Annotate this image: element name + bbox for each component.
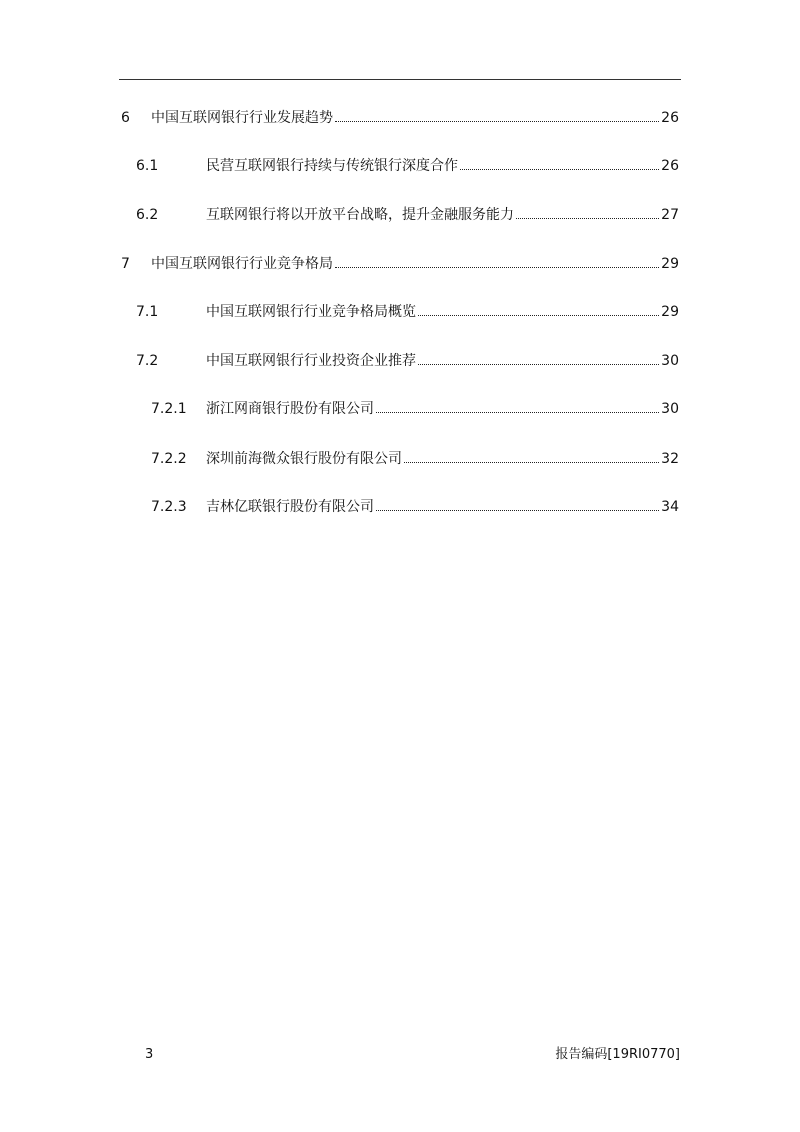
toc-entry-page: 29	[661, 304, 679, 320]
toc-dot-leader	[460, 169, 659, 170]
toc-entry-page: 32	[661, 451, 679, 467]
toc-entry-6-2[interactable]	[136, 204, 679, 226]
toc-entry-title: 浙江网商银行股份有限公司	[206, 401, 374, 417]
footer-report-code: 报告编码[19RI0770]	[555, 1047, 680, 1062]
toc-entry-title: 民营互联网银行持续与传统银行深度合作	[206, 158, 458, 174]
toc-entry-title: 中国互联网银行行业投资企业推荐	[206, 353, 416, 369]
toc-dot-leader	[376, 510, 659, 511]
toc-entry-7-2-1[interactable]	[151, 398, 679, 420]
toc-entry-title: 吉林亿联银行股份有限公司	[206, 499, 374, 515]
toc-dot-leader	[404, 462, 659, 463]
toc-entry-number: 7.2.2	[151, 451, 187, 467]
toc-entry-7[interactable]	[121, 253, 679, 275]
toc-dot-leader	[335, 121, 659, 122]
toc-entry-title: 中国互联网银行行业发展趋势	[151, 110, 333, 126]
toc-entry-7-1[interactable]	[136, 301, 679, 323]
toc-entry-number: 7	[121, 256, 130, 272]
toc-entry-number: 7.2	[136, 353, 159, 369]
toc-entry-7-2-2[interactable]	[151, 448, 679, 470]
toc-entry-page: 26	[661, 110, 679, 126]
toc-entry-7-2-3[interactable]	[151, 496, 679, 518]
toc-entry-page: 30	[661, 353, 679, 369]
toc-entry-number: 7.1	[136, 304, 159, 320]
toc-entry-page: 26	[661, 158, 679, 174]
toc-entry-number: 7.2.3	[151, 499, 187, 515]
toc-dot-leader	[335, 267, 659, 268]
toc-dot-leader	[516, 218, 659, 219]
toc-entry-number: 6	[121, 110, 130, 126]
toc-entry-title: 互联网银行将以开放平台战略，提升金融服务能力	[206, 207, 514, 223]
toc-entry-page: 27	[661, 207, 679, 223]
toc-entry-page: 29	[661, 256, 679, 272]
toc-entry-number: 7.2.1	[151, 401, 187, 417]
header-rule	[119, 79, 681, 80]
toc-entry-7-2[interactable]	[136, 350, 679, 372]
toc-entry-page: 30	[661, 401, 679, 417]
toc-dot-leader	[418, 364, 659, 365]
toc-entry-title: 中国互联网银行行业竞争格局	[151, 256, 333, 272]
toc-entry-page: 34	[661, 499, 679, 515]
footer-page-number: 3	[145, 1047, 154, 1062]
toc-entry-title: 中国互联网银行行业竞争格局概览	[206, 304, 416, 320]
toc-entry-6[interactable]	[121, 107, 679, 129]
toc-entry-number: 6.2	[136, 207, 159, 223]
toc-dot-leader	[376, 412, 659, 413]
toc-entry-title: 深圳前海微众银行股份有限公司	[206, 451, 402, 467]
toc-entry-6-1[interactable]	[136, 155, 679, 177]
toc-dot-leader	[418, 315, 659, 316]
toc-entry-number: 6.1	[136, 158, 159, 174]
